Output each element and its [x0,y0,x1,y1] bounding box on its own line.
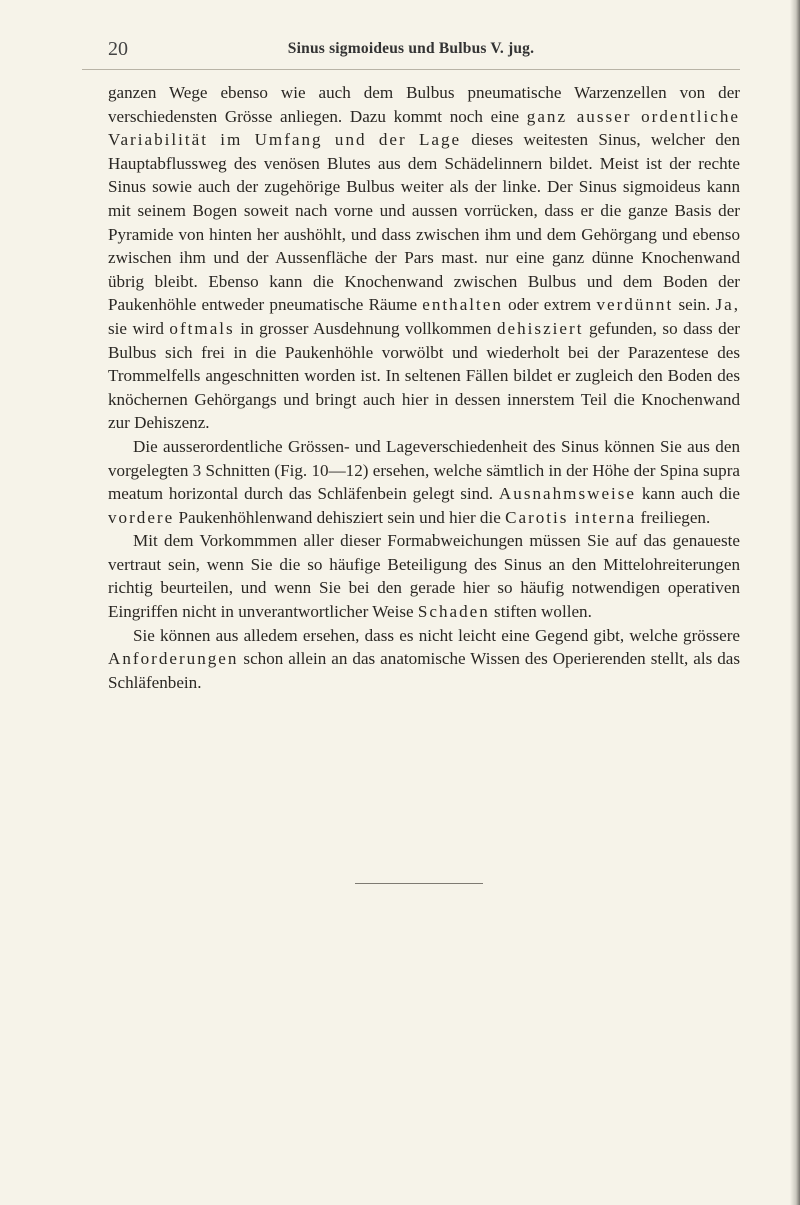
text-run: Sie können aus alledem ersehen, dass es nicht leicht eine Gegend gibt, welche grössere [133,625,740,645]
text-run: dieses weitesten Sinus, welcher den Hauptabflussweg des venösen Blutes aus dem Schädelinnern bildet. Meist ist der rechte Sinus sowie auch der zugehörige Bulbus weiter als der linke. Der Sinus sigmoideus kann mit seinem Bogen soweit nach vorne und aussen vorrücken, dass er die ganze Basis der Pyramide von hinten her aushöhlt, und dass zwischen ihm und dem Gehörgang und ebenso zwischen ihm und der Aussenfläche der Pars mast. nur eine ganz dünne Knochenwand übrig bleibt. Ebenso kann die Knochenwand zwischen Bulbus und dem Boden der Paukenhöhle entweder pneumatische Räume [108,130,740,315]
paragraph-4 [108,624,740,695]
text-run: Mit dem Vorkommmen aller dieser Formabweichungen müssen Sie auf das genaueste vertraut sein, wenn Sie die so häufige Beteiligung des Sinus an den Mittelohreiterungen richtig beurteilen, und wenn Sie bei den gerade hier so häufig notwendigen operativen Eingriffen nicht in unverantwortlicher Weise [108,531,740,622]
paragraph-3 [108,529,740,623]
text-run: Die ausserordentliche Grössen- und Lageverschiedenheit des Sinus können Sie aus den vorgelegten 3 Schnitten (Fig. 10—12) ersehen, welche sämtlich in der Höhe der Spina supra meatum horizontal durch das Schläfenbein gelegt sind. [108,436,740,504]
text-run: kann auch die [636,484,740,504]
spaced-emphasis: oftmals [169,318,235,338]
spaced-emphasis: Anforderungen [108,649,239,669]
text-run: Paukenhöhlenwand dehisziert sein und hier die [174,507,506,527]
text-run: oder extrem [502,295,597,315]
text-run: sein. [673,295,716,315]
spaced-emphasis: vordere [108,507,175,527]
text-run: stiften wollen. [489,602,592,622]
text-run: in grosser Ausdehnung vollkommen [234,318,497,338]
spaced-emphasis: Ausnahmsweise [498,484,637,504]
paragraph-2 [108,435,740,529]
page-number: 20 [108,38,128,60]
text-run: freiliegen. [636,507,711,527]
end-rule [355,883,483,884]
page-edge-shadow [790,0,800,1205]
spaced-emphasis: ganz ausser ordentliche Variabilität im Umfang und der Lage [108,106,740,150]
text-run: gefunden, so dass der Bulbus sich frei in die Paukenhöhle vorwölbt und wiederholt bei der Parazentese des Trommelfells angeschnitten worden ist. In seltenen Fällen bildet er zugleich den Boden des knöchernen Gehörgangs und bringt auch hier in dessen innerstem Teil die Knochenwand zur Dehiszenz. [108,318,740,433]
spaced-emphasis: Schaden [417,602,490,622]
text-run: ganzen Wege ebenso wie auch dem Bulbus pneumatische Warzenzellen von der verschiedensten Grösse anliegen. Dazu kommt noch eine [108,83,740,126]
spaced-emphasis: enthalten [422,295,503,315]
text-run: schon allein an das anatomische Wissen des Operierenden stellt, als das Schläfenbein. [108,649,740,692]
running-title: Sinus sigmoideus und Bulbus V. jug. [287,40,535,57]
body-text [108,81,740,694]
text-run: sie wird [108,318,170,338]
paragraph-1 [108,81,740,435]
spaced-emphasis: verdünnt [596,295,674,315]
header-rule [82,69,740,70]
page-header [82,36,740,66]
spaced-emphasis: Ja, [715,295,741,315]
spaced-emphasis: Carotis interna [505,507,637,527]
spaced-emphasis: dehisziert [497,318,584,338]
